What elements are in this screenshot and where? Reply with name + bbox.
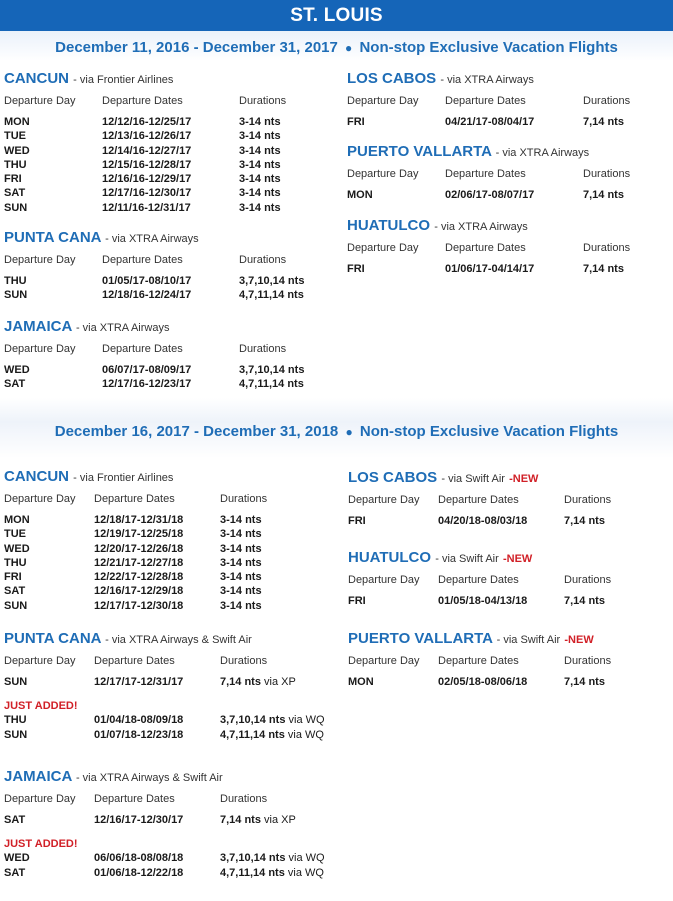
departure-day: TUE <box>4 528 26 541</box>
duration-value: 7,14 nts <box>220 814 261 826</box>
destination-cancun <box>4 70 287 216</box>
departure-dates: 01/07/18-12/23/18 <box>94 728 184 741</box>
departure-dates: 01/04/18-08/09/18 <box>94 714 184 727</box>
duration-header: Durations <box>583 95 631 107</box>
destination-heading <box>4 229 199 246</box>
carrier-note: via WQ <box>287 866 324 879</box>
table-row <box>4 173 281 187</box>
departure-dates: 12/22/17-12/28/18 <box>94 571 184 584</box>
destination-name: PUERTO VALLARTA <box>347 143 492 160</box>
schedule-table <box>347 95 631 130</box>
duration-header: Durations <box>239 95 287 107</box>
departure-day: WED <box>4 852 30 865</box>
destination-los-cabos <box>347 70 631 130</box>
table-header <box>4 793 268 807</box>
duration-header: Durations <box>564 655 612 667</box>
duration: 4,7,11,14 nts <box>239 378 304 391</box>
duration: 3-14 nts <box>220 514 262 526</box>
departure-day: WED <box>4 144 30 157</box>
table-header <box>4 95 287 109</box>
new-badge: -NEW <box>502 553 533 565</box>
table-header <box>347 168 631 182</box>
duration-value: 3,7,10,14 nts <box>220 714 286 727</box>
duration: 7,14 nts <box>583 189 624 201</box>
destination-name: CANCUN <box>4 468 69 485</box>
departure-dates-header: Departure Dates <box>102 95 183 107</box>
duration-header: Durations <box>583 242 631 254</box>
period-heading-1 <box>0 39 673 56</box>
schedule-table <box>348 574 612 609</box>
duration: 7,14 nts <box>564 676 605 688</box>
destination-name: LOS CABOS <box>347 70 437 87</box>
city-title-bar <box>0 0 673 31</box>
departure-day: THU <box>4 556 27 569</box>
duration: 3,7,10,14 nts <box>239 275 305 287</box>
spacer <box>347 256 528 263</box>
airline-via: - via XTRA Airways & Swift Air <box>105 634 252 646</box>
period-heading-2 <box>0 423 673 440</box>
destination-heading <box>348 469 538 486</box>
departure-day: SAT <box>4 866 26 879</box>
departure-dates: 12/19/17-12/25/18 <box>94 528 184 541</box>
duration: 4,7,11,14 nts <box>239 289 304 302</box>
spacer <box>348 508 538 515</box>
carrier-note: via WQ <box>287 728 324 741</box>
destination-heading <box>347 143 589 160</box>
departure-day: FRI <box>348 515 366 527</box>
destination-punta-cana <box>4 229 305 304</box>
departure-day: FRI <box>347 116 365 128</box>
destination-name: CANCUN <box>4 70 69 87</box>
destination-puerto-vallarta <box>348 630 612 690</box>
airline-via: - via Swift Air <box>496 634 561 646</box>
schedule-table <box>348 494 612 529</box>
table-row <box>4 364 305 378</box>
duration-header: Durations <box>564 494 612 506</box>
departure-day-header: Departure Day <box>348 574 420 586</box>
table-row <box>4 714 325 728</box>
table-row <box>4 144 281 159</box>
departure-dates: 04/21/17-08/04/17 <box>445 116 535 128</box>
duration: 3-14 nts <box>220 599 262 612</box>
schedule-table <box>4 493 268 614</box>
departure-dates-header: Departure Dates <box>438 494 519 506</box>
departure-dates-header: Departure Dates <box>445 95 526 107</box>
duration: 7,14 nts <box>564 515 605 527</box>
airline-via: - via Swift Air <box>435 553 499 565</box>
departure-day: SUN <box>4 676 28 688</box>
airline-via: - via XTRA Airways <box>105 233 199 245</box>
destination-heading <box>4 768 223 785</box>
departure-day: MON <box>348 676 374 688</box>
airline-via: - via XTRA Airways <box>495 147 590 159</box>
duration-value: 4,7,11,14 nts <box>220 866 285 879</box>
table-row <box>4 187 281 201</box>
departure-dates-header: Departure Dates <box>445 168 526 180</box>
departure-day: WED <box>4 542 30 555</box>
table-row <box>4 275 305 289</box>
destination-name: PUNTA CANA <box>4 630 101 647</box>
departure-day: THU <box>4 158 27 171</box>
departure-day-header: Departure Day <box>348 655 420 667</box>
table-row <box>4 676 296 690</box>
schedule-table <box>347 168 631 203</box>
duration <box>220 676 296 688</box>
spacer <box>4 357 169 364</box>
departure-dates-header: Departure Dates <box>102 254 183 266</box>
departure-day-header: Departure Day <box>4 254 76 266</box>
period-subheading: Non-stop Exclusive Vacation Flights <box>359 39 618 56</box>
duration: 3-14 nts <box>239 173 281 186</box>
schedule-table <box>347 242 631 277</box>
departure-day: SAT <box>4 814 26 826</box>
departure-dates: 12/17/17-12/30/18 <box>94 599 184 612</box>
city-title: ST. LOUIS <box>290 5 383 26</box>
schedule-table <box>4 95 287 216</box>
destination-heading <box>4 630 252 647</box>
duration-header: Durations <box>220 655 268 667</box>
duration-header: Durations <box>564 574 612 586</box>
duration-value: 3,7,10,14 nts <box>220 852 286 865</box>
departure-day-header: Departure Day <box>348 494 420 506</box>
departure-day: SAT <box>4 585 26 598</box>
destination-name: PUERTO VALLARTA <box>348 630 493 647</box>
departure-dates-header: Departure Dates <box>438 574 519 586</box>
destination-name: PUNTA CANA <box>4 229 101 246</box>
spacer <box>348 669 594 676</box>
table-header <box>348 655 612 669</box>
destination-name: JAMAICA <box>4 768 72 785</box>
duration <box>220 714 325 726</box>
table-row <box>4 116 281 130</box>
departure-dates: 06/06/18-08/08/18 <box>94 852 184 865</box>
table-row <box>4 852 325 866</box>
bullet-icon: ● <box>345 41 353 55</box>
spacer <box>4 109 173 116</box>
airline-via: - via XTRA Airways & Swift Air <box>75 772 223 784</box>
departure-day: FRI <box>4 173 22 186</box>
table-row <box>4 514 262 528</box>
table-row <box>348 515 605 529</box>
table-row <box>4 542 262 557</box>
departure-dates: 12/20/17-12/26/18 <box>94 542 184 555</box>
destination-heading <box>4 318 169 335</box>
duration: 3-14 nts <box>220 542 262 555</box>
departure-day: SAT <box>4 187 26 200</box>
spacer <box>4 807 223 814</box>
departure-dates-header: Departure Dates <box>94 793 175 805</box>
departure-day-header: Departure Day <box>4 655 76 667</box>
duration: 7,14 nts <box>583 116 624 128</box>
departure-day: MON <box>4 116 30 128</box>
destination-cancun <box>4 468 268 614</box>
new-badge: -NEW <box>564 634 594 646</box>
departure-day-header: Departure Day <box>4 793 76 805</box>
table-row <box>4 571 262 585</box>
departure-dates: 12/17/16-12/30/17 <box>102 187 192 200</box>
duration: 3-14 nts <box>220 556 262 569</box>
departure-dates-header: Departure Dates <box>102 343 183 355</box>
table-header <box>347 242 631 256</box>
spacer <box>347 182 589 189</box>
departure-day-header: Departure Day <box>4 343 76 355</box>
table-row <box>4 158 281 173</box>
departure-day-header: Departure Day <box>347 95 419 107</box>
departure-day: TUE <box>4 130 26 143</box>
bullet-icon: ● <box>345 425 353 439</box>
departure-day: SUN <box>4 201 28 214</box>
duration: 3-14 nts <box>239 144 281 157</box>
duration <box>220 852 325 864</box>
table-header <box>348 494 612 508</box>
duration: 3-14 nts <box>220 528 262 541</box>
departure-day-header: Departure Day <box>4 493 76 505</box>
table-row <box>348 676 605 690</box>
table-header <box>347 95 631 109</box>
carrier-note: via XP <box>264 676 296 688</box>
departure-dates: 12/16/16-12/29/17 <box>102 173 192 186</box>
table-row <box>348 595 605 609</box>
duration: 3-14 nts <box>239 158 281 171</box>
departure-day: THU <box>4 275 27 287</box>
destination-puerto-vallarta <box>347 143 631 203</box>
airline-via: - via Swift Air <box>441 473 505 485</box>
destination-huatulco <box>347 217 631 277</box>
departure-day: MON <box>4 514 30 526</box>
departure-dates: 01/06/18-12/22/18 <box>94 866 184 879</box>
destination-heading <box>348 630 594 647</box>
destination-name: LOS CABOS <box>348 469 438 486</box>
departure-day-header: Departure Day <box>347 242 419 254</box>
destination-name: HUATULCO <box>347 217 431 234</box>
departure-dates: 12/12/16-12/25/17 <box>102 116 192 128</box>
table-row <box>4 528 262 542</box>
period-subheading: Non-stop Exclusive Vacation Flights <box>359 423 619 440</box>
table-row <box>4 289 304 303</box>
duration <box>220 729 324 741</box>
table-header <box>4 343 287 357</box>
table-row <box>4 866 324 881</box>
duration-header: Durations <box>220 493 268 505</box>
destination-heading <box>348 549 532 566</box>
table-row <box>4 556 262 571</box>
departure-day-header: Departure Day <box>4 95 76 107</box>
departure-dates: 12/14/16-12/27/17 <box>102 144 192 157</box>
departure-dates: 12/17/16-12/23/17 <box>102 378 192 391</box>
departure-day-header: Departure Day <box>347 168 419 180</box>
schedule-table <box>348 655 612 690</box>
duration: 7,14 nts <box>564 595 605 607</box>
carrier-note: via XP <box>264 814 296 826</box>
duration <box>220 814 296 826</box>
departure-day: FRI <box>348 595 366 607</box>
table-row <box>4 130 281 144</box>
departure-dates: 01/06/17-04/14/17 <box>445 263 535 275</box>
table-header <box>4 254 287 268</box>
schedule-table <box>4 343 305 393</box>
departure-dates: 02/06/17-08/07/17 <box>445 189 535 201</box>
duration-value: 4,7,11,14 nts <box>220 728 285 741</box>
departure-day: WED <box>4 364 30 376</box>
duration-header: Durations <box>239 343 287 355</box>
duration-value: 7,14 nts <box>220 676 261 688</box>
new-badge: -NEW <box>509 473 539 485</box>
airline-via: - via XTRA Airways <box>75 322 170 334</box>
destination-huatulco <box>348 549 612 609</box>
period-dates: December 16, 2017 - December 31, 2018 <box>54 423 339 440</box>
just-added-label: JUST ADDED! <box>4 838 78 851</box>
spacer <box>4 669 252 676</box>
schedule-table <box>4 793 325 881</box>
departure-dates: 12/21/17-12/27/18 <box>94 556 184 569</box>
departure-day: THU <box>4 714 27 727</box>
departure-dates: 12/18/17-12/31/18 <box>94 514 184 526</box>
destination-heading <box>4 70 173 87</box>
departure-dates: 01/05/17-08/10/17 <box>102 275 192 287</box>
destination-heading <box>4 468 173 485</box>
duration: 3,7,10,14 nts <box>239 364 305 376</box>
table-header <box>4 655 268 669</box>
departure-dates: 04/20/18-08/03/18 <box>438 515 528 527</box>
departure-day: MON <box>347 189 373 201</box>
table-row <box>4 728 324 743</box>
departure-day: FRI <box>4 571 22 584</box>
duration: 3-14 nts <box>220 585 262 598</box>
table-row <box>4 201 281 216</box>
departure-dates: 12/16/17-12/29/18 <box>94 585 184 598</box>
departure-dates-header: Departure Dates <box>94 493 175 505</box>
departure-day: SAT <box>4 378 26 391</box>
destination-jamaica <box>4 768 325 881</box>
just-added-label: JUST ADDED! <box>4 700 78 713</box>
departure-dates-header: Departure Dates <box>438 655 519 667</box>
carrier-note: via WQ <box>288 852 325 865</box>
destination-name: JAMAICA <box>4 318 72 335</box>
departure-dates: 12/18/16-12/24/17 <box>102 289 192 302</box>
departure-dates: 12/17/17-12/31/17 <box>94 676 184 688</box>
spacer <box>4 268 199 275</box>
table-header <box>4 493 268 507</box>
airline-via: - via Frontier Airlines <box>73 74 174 86</box>
table-row <box>4 378 304 392</box>
departure-day: FRI <box>347 263 365 275</box>
departure-dates: 06/07/17-08/09/17 <box>102 364 192 376</box>
duration-header: Durations <box>583 168 631 180</box>
table-header <box>348 574 612 588</box>
schedule-table <box>4 254 305 304</box>
destination-name: HUATULCO <box>348 549 432 566</box>
duration: 3-14 nts <box>239 130 281 143</box>
carrier-note: via WQ <box>288 714 325 727</box>
spacer <box>347 109 534 116</box>
period-dates: December 11, 2016 - December 31, 2017 <box>55 39 338 56</box>
destination-jamaica <box>4 318 305 393</box>
destination-heading <box>347 217 528 234</box>
spacer <box>4 507 173 514</box>
duration: 7,14 nts <box>583 263 624 275</box>
duration-header: Durations <box>239 254 287 266</box>
departure-dates: 12/16/17-12/30/17 <box>94 814 184 826</box>
table-row <box>347 116 624 130</box>
duration-header: Durations <box>220 793 268 805</box>
departure-dates: 12/15/16-12/28/17 <box>102 158 192 171</box>
duration: 3-14 nts <box>239 201 281 214</box>
duration: 3-14 nts <box>239 116 281 128</box>
destination-heading <box>347 70 534 87</box>
table-row <box>4 599 262 614</box>
departure-dates: 12/13/16-12/26/17 <box>102 130 192 143</box>
departure-dates: 02/05/18-08/06/18 <box>438 676 528 688</box>
departure-day: SUN <box>4 289 28 302</box>
schedule-table <box>4 655 325 743</box>
airline-via: - via XTRA Airways <box>440 74 534 86</box>
departure-dates-header: Departure Dates <box>445 242 526 254</box>
duration <box>220 867 324 879</box>
airline-via: - via Frontier Airlines <box>73 472 174 484</box>
duration: 3-14 nts <box>239 187 281 200</box>
departure-dates: 12/11/16-12/31/17 <box>102 201 191 214</box>
destination-punta-cana <box>4 630 325 743</box>
departure-dates: 01/05/18-04/13/18 <box>438 595 528 607</box>
table-row <box>347 263 624 277</box>
table-row <box>4 814 296 828</box>
table-row <box>347 189 624 203</box>
departure-day: SUN <box>4 728 28 741</box>
departure-dates-header: Departure Dates <box>94 655 175 667</box>
table-row <box>4 585 262 599</box>
departure-day: SUN <box>4 599 28 612</box>
duration: 3-14 nts <box>220 571 262 584</box>
airline-via: - via XTRA Airways <box>434 221 528 233</box>
spacer <box>348 588 532 595</box>
destination-los-cabos <box>348 469 612 529</box>
